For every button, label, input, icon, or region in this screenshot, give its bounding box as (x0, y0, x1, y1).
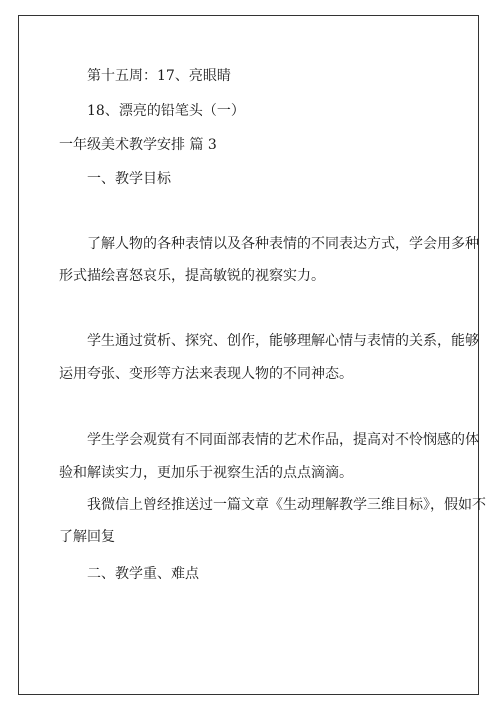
objective-3-line-1: 学生学会观赏有不同面部表情的艺术作品，提高对不怜悯感的体 (87, 432, 479, 448)
wechat-note-line-2: 了解回复 (59, 529, 115, 545)
wechat-note-line-1: 我微信上曾经推送过一篇文章《生动理解教学三维目标》，假如不 (87, 497, 486, 513)
objective-2-line-2: 运用夸张、变形等方法来表现人物的不同神态。 (59, 366, 353, 382)
objective-2-line-1: 学生通过赏析、探究、创作，能够理解心情与表情的关系，能够 (87, 333, 479, 349)
lesson-18-line: 18、漂亮的铅笔头（一） (87, 103, 245, 119)
section-title: 一年级美术教学安排 篇 3 (59, 137, 217, 153)
objective-3-line-2: 验和解读实力，更加乐于视察生活的点点滴滴。 (59, 465, 353, 481)
objective-1-line-2: 形式描绘喜怒哀乐，提高敏锐的视察实力。 (59, 268, 325, 284)
heading-key-difficult-points: 二、教学重、难点 (87, 566, 199, 582)
heading-teaching-objectives: 一、教学目标 (87, 171, 171, 187)
week-15-line: 第十五周：17、亮眼睛 (87, 68, 231, 84)
objective-1-line-1: 了解人物的各种表情以及各种表情的不同表达方式，学会用多种 (87, 236, 479, 252)
